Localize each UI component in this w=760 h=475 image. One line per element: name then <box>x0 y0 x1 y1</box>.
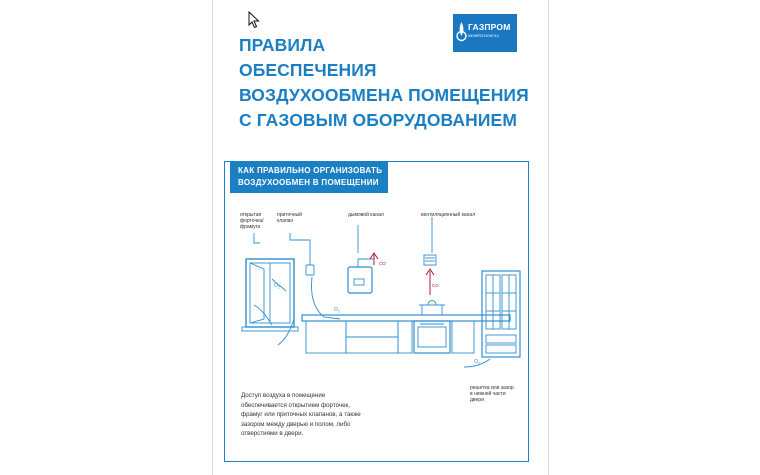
title-line: С ГАЗОВЫМ ОБОРУДОВАНИЕМ <box>239 110 518 130</box>
mouse-cursor-icon <box>248 11 260 29</box>
window-label: открытая форточка/ фрамуга <box>240 212 264 230</box>
title-line: ПРАВИЛА <box>239 35 326 55</box>
svg-text:CO: CO <box>432 283 439 288</box>
door-gap-label: решетка или зазор в нижней части двери <box>470 385 514 403</box>
svg-text:CO: CO <box>379 261 386 266</box>
note-line: отверстиями в двери. <box>241 430 304 438</box>
gazprom-logo <box>453 14 517 52</box>
svg-text:O2: $O_2$ <box>274 283 280 290</box>
logo-subtitle: МЕЖРЕГИОНГАЗ <box>468 34 499 38</box>
kitchen-illustration <box>224 195 529 370</box>
note-line: зазором между дверью и полом, либо <box>241 420 351 428</box>
section-heading-line: ВОЗДУХООБМЕН В ПОМЕЩЕНИИ <box>238 178 379 187</box>
section-heading-line: КАК ПРАВИЛЬНО ОРГАНИЗОВАТЬ <box>238 166 383 175</box>
svg-text:O2: $O_2$ <box>474 359 480 366</box>
title-line: ОБЕСПЕЧЕНИЯ <box>239 60 377 80</box>
vent-label: вентиляционный канал <box>421 212 476 218</box>
flue-label: дымовой канал <box>348 212 384 218</box>
inlet-valve-label: приточный клапан <box>277 212 302 224</box>
note-line: Доступ воздуха в помещение <box>241 392 326 399</box>
section-heading <box>230 161 388 193</box>
flame-icon <box>456 21 467 43</box>
explanatory-note <box>241 391 411 439</box>
svg-text:O2: $O_2$ <box>334 307 340 314</box>
title-line: ВОЗДУХООБМЕНА ПОМЕЩЕНИЯ <box>239 85 529 105</box>
note-line: фрамуг или приточных клапанов, а также <box>241 411 361 419</box>
note-line: обеспечивается открытием форточек, <box>241 401 350 409</box>
logo-name: ГАЗПРОМ <box>468 22 511 32</box>
